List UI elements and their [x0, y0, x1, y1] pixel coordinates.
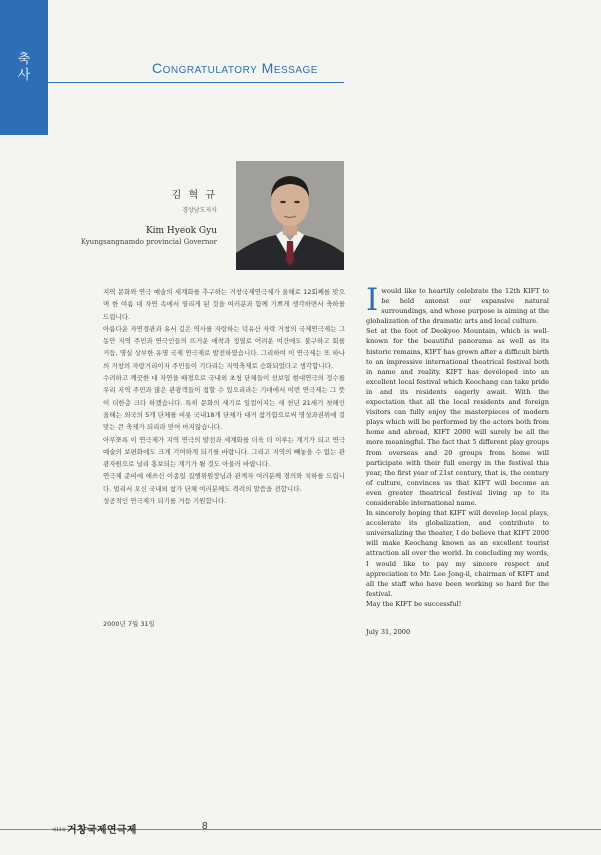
english-paragraph-text: would like to heartily celebrate the 12th KIFT to be held amonst our expansive natural surroundings, and whose purpose is aiming at the globalization of the dramatic arts and local culture.	[366, 287, 549, 326]
portrait-illustration	[236, 161, 344, 270]
korean-message-body	[103, 286, 345, 507]
korean-paragraph: 아무쪼록 이 연극제가 지역 연극의 발전과 세계화를 더욱 더 이루는 계기가 되고 연극 예술의 보편화에도 크게 기여하게 되기를 바랍니다. 그리고 지역의 빼놓을 수 없는 관광자원으로 널리 홍보되는 계기가 될 것도 아울러 바랍니다.	[103, 435, 345, 469]
section-tab-char-2: 사	[17, 67, 31, 83]
english-paragraph: May the KIFT be successful!	[366, 599, 462, 608]
title-underline	[48, 82, 344, 83]
english-message-body	[366, 282, 549, 609]
festival-logo	[52, 821, 137, 836]
korean-paragraph: 지역 문화와 연극 예술의 세계화를 추구하는 거창국제연극제가 올해로 12회째를 맞으며 한 여름 대 자연 속에서 열리게 된 것을 여러분과 함께 기쁘게 생각하면서 축하를 드립니다.	[103, 288, 345, 321]
page-title: Congratulatory Message	[152, 60, 318, 76]
author-portrait	[236, 161, 344, 270]
korean-paragraph: 성공적인 연극제가 되기를 거듭 기원합니다.	[103, 497, 227, 506]
korean-paragraph: 연극제 준비에 애쓰신 이종일 집행위원장님과 관계자 여러분께 경의와 치하를 드립니다. 멀리서 오신 국내외 참가 단체 여러분께도 격려의 말씀을 전합니다.	[103, 472, 345, 493]
english-paragraph: In sincerely hoping that KIFT will develop local plays, accelerate its globalization, and contribute to universalizing the theater, I do believe that KIFT 2000 will make Keochang known as an excellent tourist attraction all over the world. In concluding my words, I would like to pay my sincere respect and appreciation to Mr. Lee Jong-il, chairman of KIFT and all the staff who have been working so hard for the festival.	[366, 509, 549, 598]
author-name-english: Kim Hyeok Gyu	[145, 226, 217, 236]
korean-date: 2000년 7월 31일	[103, 620, 155, 628]
author-name-korean: 김 혁 규	[171, 190, 217, 201]
festival-edition: 제12회	[52, 827, 67, 832]
korean-paragraph: 아름다운 자연경관과 유서 깊은 역사를 자랑하는 덕유산 자락 거창의 국제연극제는 그 동안 지역 주민과 연극인들의 뜨거운 애착과 정열로 어려운 여건에도 불구하고 회를 거듭, 명실 상부한 유명 국제 연극제로 발전하였습니다. 그리하여 이 연극제는 또 하나의 거창의 자랑거리이자 주민들이 기다리는 지역축제로 승화되었다고 생각합니다.	[103, 324, 345, 370]
section-tab-char-1: 축	[17, 51, 31, 67]
drop-cap: I	[366, 282, 379, 318]
author-role-korean: 경상남도지사	[182, 207, 217, 214]
korean-paragraph: 수려하고 깨끗한 대 자연을 배경으로 국내외 초청 단체들이 선보일 현대연극의 정수를 우리 지역 주민과 많은 관광객들이 접할 수 있으리라는 기대에서 이번 연극제는 그 뜻이 더한층 크다 하겠습니다. 특히 문화의 세기로 일컬어지는 새 천년 21세기 첫해인 올해는 외국의 5개 단체를 비롯 국내18개 단체가 대거 참가함으로써 명성과권위에 걸맞는 큰 축제가 되리라 믿어 마지않습니다.	[103, 374, 345, 432]
english-date: July 31, 2000	[366, 628, 411, 636]
festival-logo-text: 거창국제연극제	[67, 825, 137, 836]
page-number: 8	[202, 821, 208, 832]
author-role-english: Kyungsangnamdo provincial Governor	[80, 238, 217, 246]
english-paragraph: Set at the foot of Deokyoo Mountain, which is well-known for the beautiful panorama as well as its historic remains, KIFT has grown after a difficult birth to an impressive international theatrical festival both in name and reality. KIFT has developed into an excellent local festival which Keochang can take pride in and its residents eagerly await. With the expectation that all the local residents and foreign visitors can fully enjoy the masterpieces of modern plays which will be performed by the actors both from home and abroad, KIFT 2000 will surely be all the more meaningful. The fact that 5 different play groups from overseas and 20 groups from home will participate with their full energy in the festival this year, the first year of 21st century, that is, the century of culture, convinces us that KIFT will become an even greater theatrical festival living up to its considerable international name.	[366, 327, 549, 507]
section-tab	[0, 0, 48, 135]
english-paragraph-first	[366, 282, 549, 326]
